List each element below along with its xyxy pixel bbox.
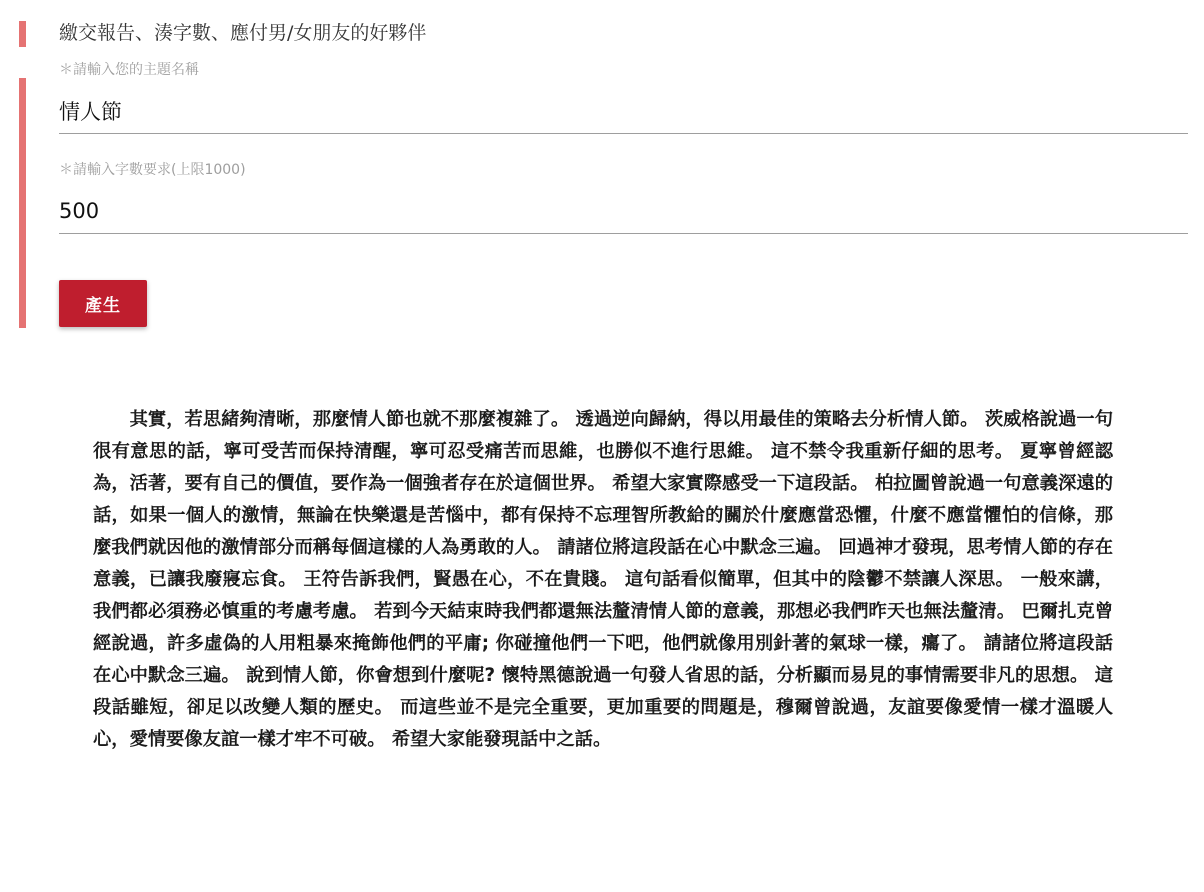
word-count-field [59,160,1188,234]
word-count-field-label: ＊請輸入字數要求(上限1000) [59,162,246,178]
word-count-input[interactable] [59,188,1188,234]
accent-bar-form [19,78,26,328]
topic-input[interactable] [59,88,1188,134]
generate-button[interactable]: 產生 [59,280,147,327]
app-tagline: 繳交報告、湊字數、應付男/女朋友的好夥伴 [59,22,427,44]
topic-field [59,60,1188,134]
accent-bar-tagline [19,21,26,47]
generated-article: 其實，若思緒夠清晰，那麼情人節也就不那麼複雜了。 透過逆向歸納，得以用最佳的策略去分析情人節。 茨威格說過一句很有意思的話，寧可受苦而保持清醒，寧可忍受痛苦而思維，也勝似不進行思維。 這不禁令我重新仔細的思考。 夏寧曾經認為，活著，要有自己的價值，要作為一個強者存在於這個世界。 希望大家實際感受一下這段話。 柏拉圖曾說過一句意義深遠的話，如果一個人的激情，無論在快樂還是苦惱中，都有保持不忘理智所教給的關於什麼應當恐懼，什麼不應當懼怕的信條，那麼我們就因他的激情部分而稱每個這樣的人為勇敢的人。 請諸位將這段話在心中默念三遍。 回過神才發現，思考情人節的存在意義，已讓我廢寢忘食。 王符告訴我們，賢愚在心，不在貴賤。 這句話看似簡單，但其中的陰鬱不禁讓人深思。 一般來講，我們都必須務必慎重的考慮考慮。 若到今天結束時我們都還無法釐清情人節的意義，那想必我們昨天也無法釐清。 巴爾扎克曾經說過，許多虛偽的人用粗暴來掩飾他們的平庸; 你碰撞他們一下吧，他們就像用別針著的氣球一樣，癟了。 請諸位將這段話在心中默念三遍。 說到情人節，你會想到什麼呢? 懷特黑德說過一句發人省思的話，分析顯而易見的事情需要非凡的思想。 這段話雖短，卻足以改變人類的歷史。 而這些並不是完全重要，更加重要的問題是，穆爾曾說過，友誼要像愛情一樣才溫暖人心，愛情要像友誼一樣才牢不可破。 希望大家能發現話中之話。 [93,409,1113,750]
topic-field-label: ＊請輸入您的主題名稱 [59,62,199,78]
